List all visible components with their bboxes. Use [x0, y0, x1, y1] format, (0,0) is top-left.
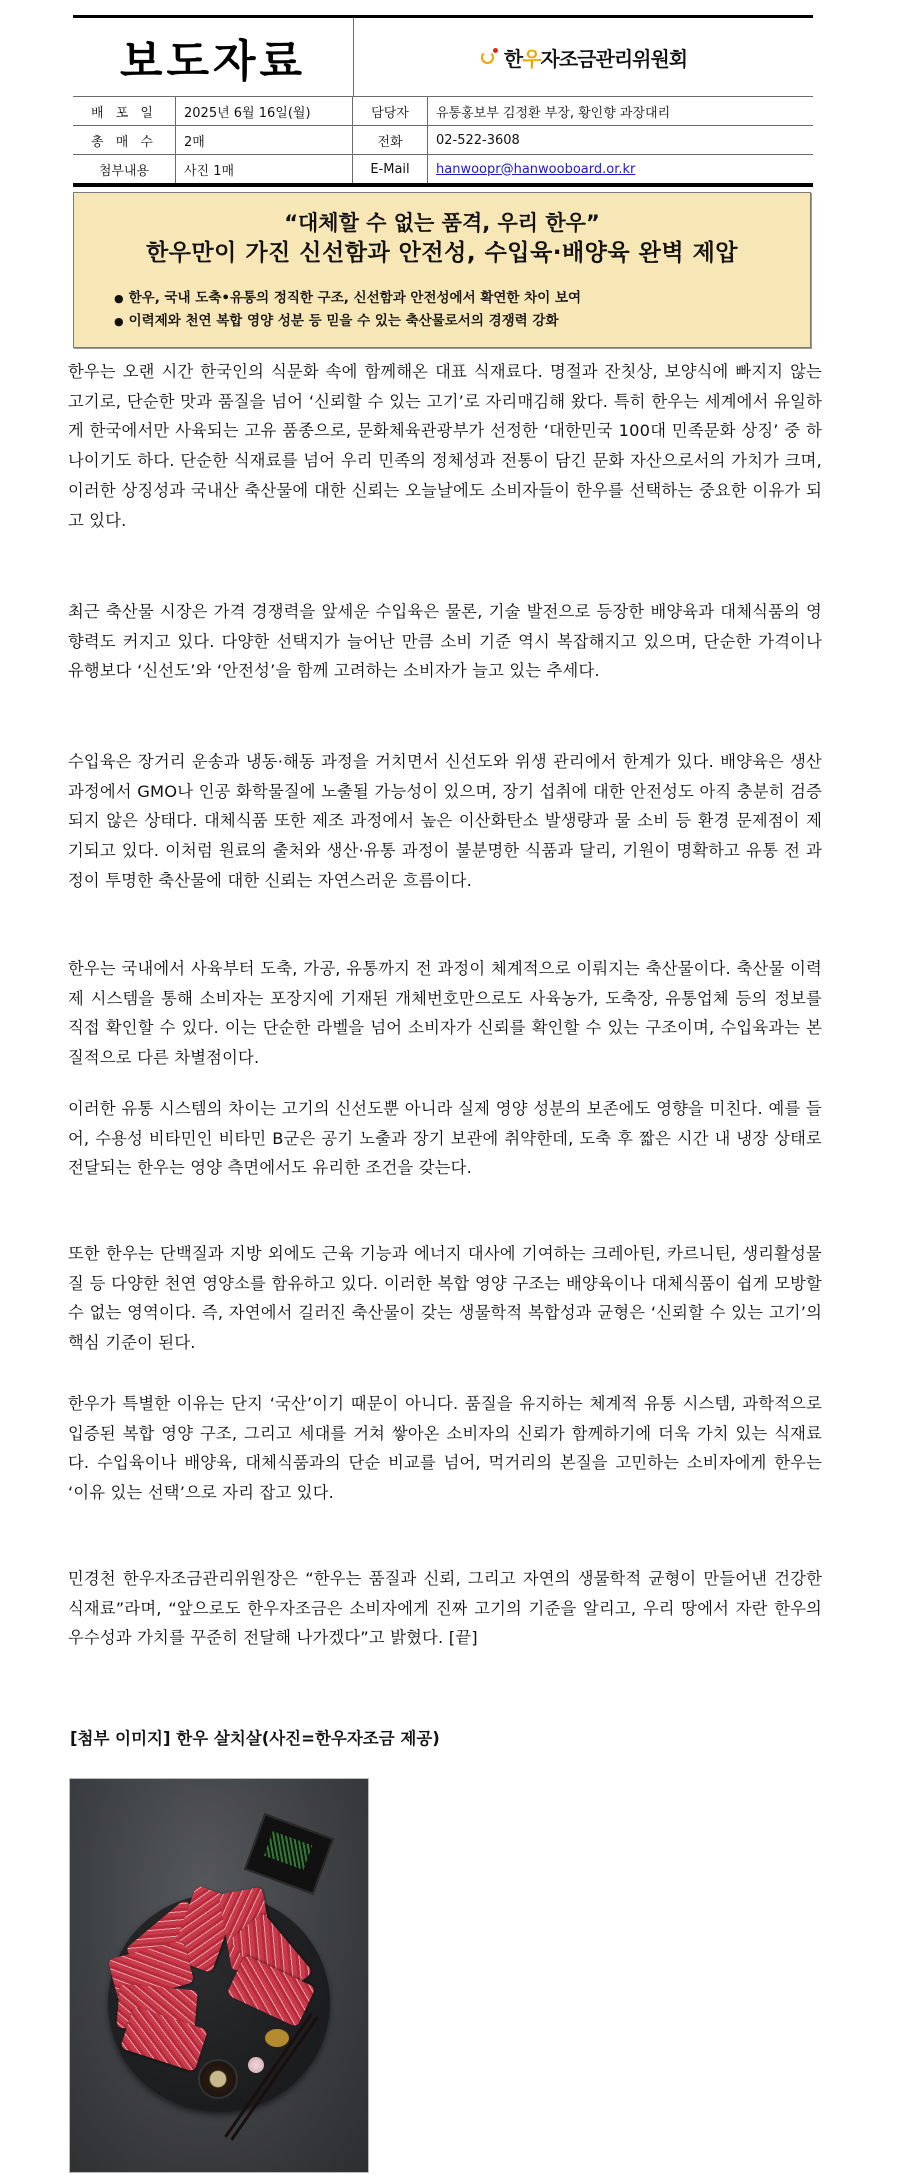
salt: [248, 2057, 264, 2073]
hanwoo-beef-photo: [69, 1778, 369, 2173]
label-phone: 전화: [353, 126, 428, 154]
header-bottom-rule: [73, 183, 813, 187]
body-paragraph: 최근 축산물 시장은 가격 경쟁력을 앞세운 수입육은 물론, 기술 발전으로 등장한 배양육과 대체식품의 영향력도 커지고 있다. 다양한 선택지가 늘어난 만큼 소비 기준 역시 복잡해지고 있으며, 단순한 가격이나 유행보다 ‘신선도’와 ‘안전성’을 함께 고려하는 소비자가 늘고 있는 추세다.: [68, 602, 822, 681]
headline-box: [73, 192, 811, 348]
headline-subtitle: “대체할 수 없는 품격, 우리 한우”: [284, 211, 600, 235]
label-page-count: 총 매 수: [73, 126, 176, 154]
label-distribution-date: 배 포 일: [73, 97, 176, 125]
body-paragraph: 한우는 오랜 시간 한국인의 식문화 속에 함께해온 대표 식재료다. 명절과 잔칫상, 보양식에 빠지지 않는 고기로, 단순한 맛과 품질을 넘어 ‘신뢰할 수 있는 고기’로 자리매김해 왔다. 특히 한우는 세계에서 유일하게 한국에서만 사육되는 고유 품종으로, 문화체육관광부가 선정한 ‘대한민국 100대 민족문화 상징’ 중 하나이기도 하다. 단순한 식재료를 넘어 우리 민족의 정체성과 전통이 담긴 문화 자산으로서의 가치가 크며, 이러한 상징성과 국내산 축산물에 대한 신뢰는 오늘날에도 소비자들이 한우를 선택하는 중요한 이유가 되고 있다.: [68, 362, 822, 530]
body-paragraph: 한우는 국내에서 사육부터 도축, 가공, 유통까지 전 과정이 체계적으로 이뤄지는 축산물이다. 축산물 이력제 시스템을 통해 소비자는 포장지에 기재된 개체번호만으로도 사육농가, 도축장, 유통업체 등의 정보를 직접 확인할 수 있다. 이는 단순한 라벨을 넘어 소비자가 신뢰를 확인할 수 있는 구조이며, 수입육과는 본질적으로 다른 차별점이다.: [68, 959, 822, 1068]
value-email: [428, 155, 813, 183]
info-row-distribution-date: [73, 97, 813, 126]
value-phone: 02-522-3608: [436, 132, 520, 148]
body-paragraph: 이러한 유통 시스템의 차이는 고기의 신선도뿐 아니라 실제 영양 성분의 보존에도 영향을 미친다. 예를 들어, 수용성 비타민인 비타민 B군은 공기 노출과 장기 보관에 취약한데, 도축 후 짧은 시간 내 냉장 상태로 전달되는 한우는 영양 측면에서도 유리한 조건을 갖는다.: [68, 1099, 822, 1178]
body-paragraph: 한우가 특별한 이유는 단지 ‘국산’이기 때문이 아니다. 품질을 유지하는 체계적 유통 시스템, 과학적으로 입증된 복합 영양 구조, 그리고 세대를 거쳐 쌓아온 소비자의 신뢰가 함께하기에 더욱 가치 있는 식재료다. 수입육이나 배양육, 대체식품과의 단순 비교를 넘어, 먹거리의 본질을 고민하는 소비자에게 한우는 ‘이유 있는 선택’으로 자리 잡고 있다.: [68, 1394, 822, 1503]
info-row-attachments: [73, 155, 813, 183]
headline-bullets: [114, 287, 810, 333]
email-link[interactable]: hanwoopr@hanwooboard.or.kr: [436, 161, 636, 177]
green-onion-dish: [244, 1813, 334, 1895]
value-distribution-date: 2025년 6월 16일(월): [176, 97, 353, 125]
headline-bullet: ● 이력제와 천연 복합 영양 성분 등 믿을 수 있는 축산물로서의 경쟁력 강화: [114, 310, 810, 333]
page-title: 보도자료: [73, 18, 354, 96]
press-release-header: [73, 15, 813, 187]
organization-name: 한우자조금관리위원회: [503, 46, 688, 71]
info-row-page-count: [73, 126, 813, 155]
mustard: [265, 2029, 289, 2047]
body-paragraph: 또한 한우는 단백질과 지방 외에도 근육 기능과 에너지 대사에 기여하는 크레아틴, 카르니틴, 생리활성물질 등 다양한 천연 영양소를 함유하고 있다. 이러한 복합 영양 구조는 배양육이나 대체식품이 쉽게 모방할 수 없는 영역이다. 즉, 자연에서 길러진 축산물이 갖는 생물학적 복합성과 균형은 ‘신뢰할 수 있는 고기’의 핵심 기준이 된다.: [68, 1244, 822, 1353]
value-attachments: 사진 1매: [176, 155, 353, 183]
hanwoo-logo-icon: [480, 48, 498, 66]
label-email: E-Mail: [353, 155, 428, 183]
organization-logo: [354, 18, 813, 96]
headline-title: 한우만이 가진 신선함과 안전성, 수입육·배양육 완벽 제압: [145, 240, 739, 266]
body-paragraph: 수입육은 장거리 운송과 냉동·해동 과정을 거치면서 신선도와 위생 관리에서 한계가 있다. 배양육은 생산 과정에서 GMO나 인공 화학물질에 노출될 가능성이 있으며, 장기 섭취에 대한 안전성도 아직 충분히 검증되지 않은 상태다. 대체식품 또한 제조 과정에서 높은 이산화탄소 발생량과 물 소비 등 환경 문제점이 제기되고 있다. 이처럼 원료의 출처와 생산·유통 과정이 불분명한 식품과 달리, 기원이 명확하고 유통 전 과정이 투명한 축산물에 대한 신뢰는 자연스러운 흐름이다.: [68, 752, 822, 890]
value-page-count: 2매: [176, 126, 353, 154]
body-paragraph: 민경천 한우자조금관리위원장은 “한우는 품질과 신뢰, 그리고 자연의 생물학적 균형이 만들어낸 건강한 식재료”라며, “앞으로도 한우자조금은 소비자에게 진짜 고기의 기준을 알리고, 우리 땅에서 자란 한우의 우수성과 가치를 꾸준히 전달해 나가겠다”고 밝혔다. [끝]: [68, 1569, 822, 1648]
attachment-caption: [첨부 이미지] 한우 살치살(사진=한우자조금 제공): [70, 1729, 440, 1748]
label-attachments: 첨부내용: [73, 155, 176, 183]
value-contact-person: 유통홍보부 김정환 부장, 황인향 과장대리: [436, 105, 671, 121]
sauce-bowl: [198, 2059, 238, 2099]
label-contact-person: 담당자: [353, 97, 428, 125]
headline-bullet: ● 한우, 국내 도축•유통의 정직한 구조, 신선함과 안전성에서 확연한 차이 보여: [114, 287, 810, 310]
header-title-row: [73, 18, 813, 97]
